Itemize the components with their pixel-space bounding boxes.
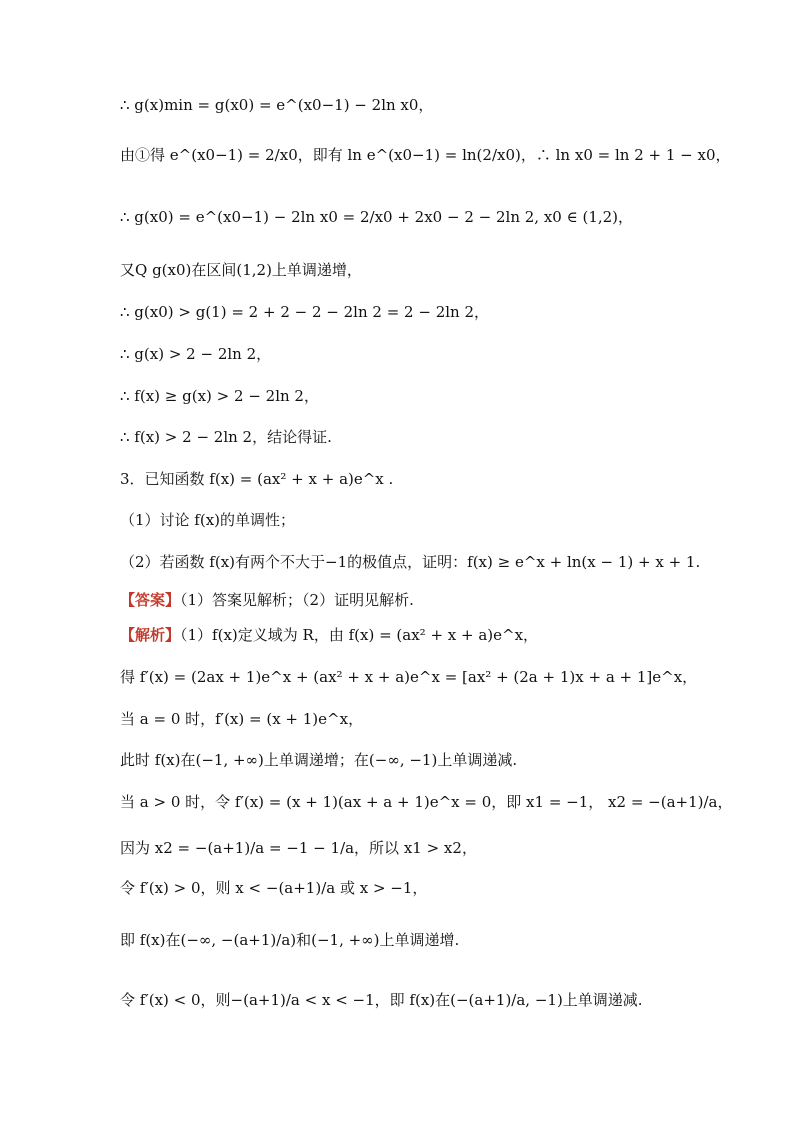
text-line: ∴ g(x0) = e^(x0−1) − 2ln x0 = 2/x0 + 2x0 − 2 − 2ln 2, x0 ∈ (1,2)， [120,208,634,226]
text-line: ∴ g(x0) > g(1) = 2 + 2 − 2 − 2ln 2 = 2 − 2ln 2， [120,303,490,321]
text-line: 令 f′(x) > 0，则 x < −(a+1)/a 或 x > −1， [120,879,428,897]
text-line: 又Q g(x0)在区间(1,2)上单调递增， [120,261,362,279]
subquestion-2: （2）若函数 f(x)有两个不大于−1的极值点，证明：f(x) ≥ e^x + ln(x − 1) + x + 1. [120,553,701,571]
text-line: ∴ f(x) > 2 − 2ln 2，结论得证. [120,428,332,446]
text-line: 即 f(x)在(−∞, −(a+1)/a)和(−1, +∞)上单调递增. [120,931,460,949]
text-line: 令 f′(x) < 0，则−(a+1)/a < x < −1，即 f(x)在(−(a+1)/a, −1)上单调递减. [120,991,643,1009]
text-line: 由①得 e^(x0−1) = 2/x0，即有 ln e^(x0−1) = ln(2/x0)，∴ ln x0 = ln 2 + 1 − x0， [120,146,731,164]
text-line: 当 a = 0 时，f′(x) = (x + 1)e^x， [120,710,364,728]
text-line: 此时 f(x)在(−1, +∞)上单调递增；在(−∞, −1)上单调递减. [120,751,518,769]
problem-statement: 3．已知函数 f(x) = (ax² + x + a)e^x . [120,470,394,488]
text-line: 得 f′(x) = (2ax + 1)e^x + (ax² + x + a)e^x = [ax² + (2a + 1)x + a + 1]e^x， [120,668,698,686]
text-line: ∴ g(x)min = g(x0) = e^(x0−1) − 2ln x0， [120,96,434,114]
answer-line: 【答案】（1）答案见解析；（2）证明见解析. [120,591,414,609]
text-line: 当 a > 0 时，令 f′(x) = (x + 1)(ax + a + 1)e^x = 0，即 x1 = −1， x2 = −(a+1)/a， [120,793,733,811]
text-line: 因为 x2 = −(a+1)/a = −1 − 1/a，所以 x1 > x2， [120,839,477,857]
analysis-label: 【解析】 [120,626,181,644]
text-line: ∴ g(x) > 2 − 2ln 2， [120,345,272,363]
answer-label: 【答案】 [120,591,181,609]
analysis-line: 【解析】（1）f(x)定义域为 R，由 f(x) = (ax² + x + a)e^x， [120,626,539,644]
subquestion-1: （1）讨论 f(x)的单调性； [120,511,296,529]
text-line: ∴ f(x) ≥ g(x) > 2 − 2ln 2， [120,387,319,405]
